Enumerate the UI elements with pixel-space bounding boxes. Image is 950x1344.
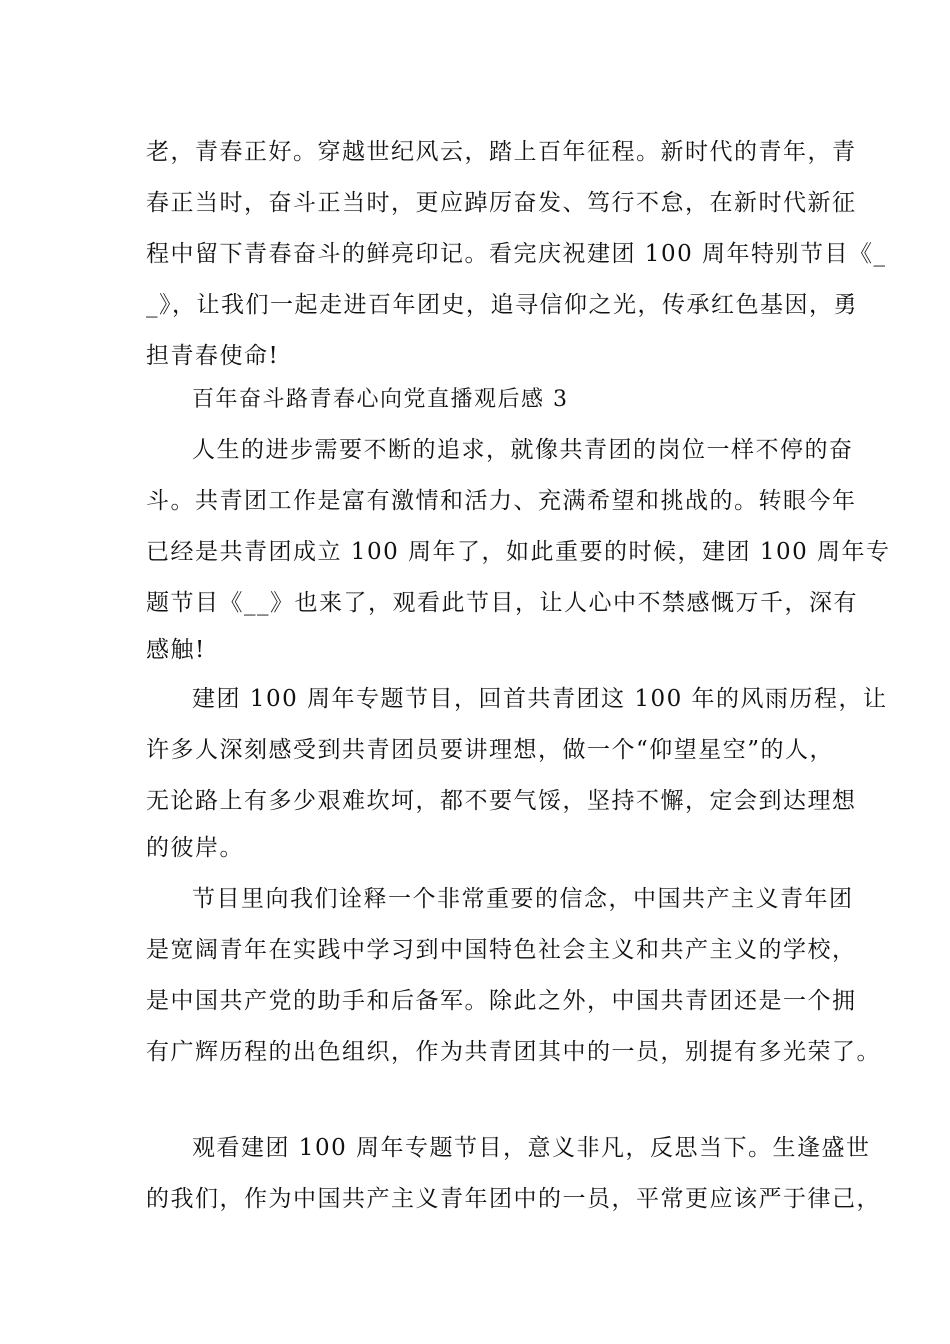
paragraph-line: 春正当时，奋斗正当时，更应踔厉奋发、笃行不怠，在新时代新征 — [146, 190, 857, 216]
section-heading: 百年奋斗路青春心向党直播观后感 3 — [192, 387, 569, 412]
paragraph-line: 题节目《__》也来了，观看此节目，让人心中不禁感慨万千，深有 — [146, 590, 858, 616]
paragraph-line: 是宽阔青年在实践中学习到中国特色社会主义和共产主义的学校， — [146, 937, 857, 963]
paragraph-line: 的我们，作为中国共产主义青年团中的一员，平常更应该严于律己， — [146, 1186, 881, 1212]
paragraph-line: 有广辉历程的出色组织，作为共青团其中的一员，别提有多光荣了。 — [146, 1039, 881, 1065]
paragraph-line: 无论路上有多少艰难坎坷，都不要气馁，坚持不懈，定会到达理想 — [146, 788, 857, 814]
paragraph-line: 是中国共产党的助手和后备军。除此之外，中国共青团还是一个拥 — [146, 988, 857, 1014]
paragraph-line: 已经是共青团成立 100 周年了，如此重要的时候，建团 100 周年专 — [146, 539, 891, 565]
paragraph-line: 斗。共青团工作是富有激情和活力、充满希望和挑战的。转眼今年 — [146, 488, 857, 514]
paragraph-line: 节目里向我们诠释一个非常重要的信念，中国共产主义青年团 — [192, 886, 854, 912]
paragraph-line: 许多人深刻感受到共青团员要讲理想，做一个“仰望星空”的人， — [146, 737, 835, 763]
paragraph-line: 感触! — [146, 637, 206, 663]
paragraph-line: 的彼岸。 — [146, 835, 244, 861]
paragraph-line: _》，让我们一起走进百年团史，追寻信仰之光，传承红色基因，勇 — [146, 292, 858, 318]
paragraph-line: 人生的进步需要不断的追求，就像共青团的岗位一样不停的奋 — [192, 437, 854, 463]
paragraph-line: 程中留下青春奋斗的鲜亮印记。看完庆祝建团 100 周年特别节目《_ — [146, 241, 887, 267]
paragraph-line: 建团 100 周年专题节目，回首共青团这 100 年的风雨历程，让 — [192, 686, 888, 712]
paragraph-line: 老，青春正好。穿越世纪风云，踏上百年征程。新时代的青年，青 — [146, 139, 857, 165]
paragraph-line: 观看建团 100 周年专题节目，意义非凡，反思当下。生逢盛世 — [192, 1135, 871, 1161]
paragraph-line: 担青春使命! — [146, 343, 280, 369]
